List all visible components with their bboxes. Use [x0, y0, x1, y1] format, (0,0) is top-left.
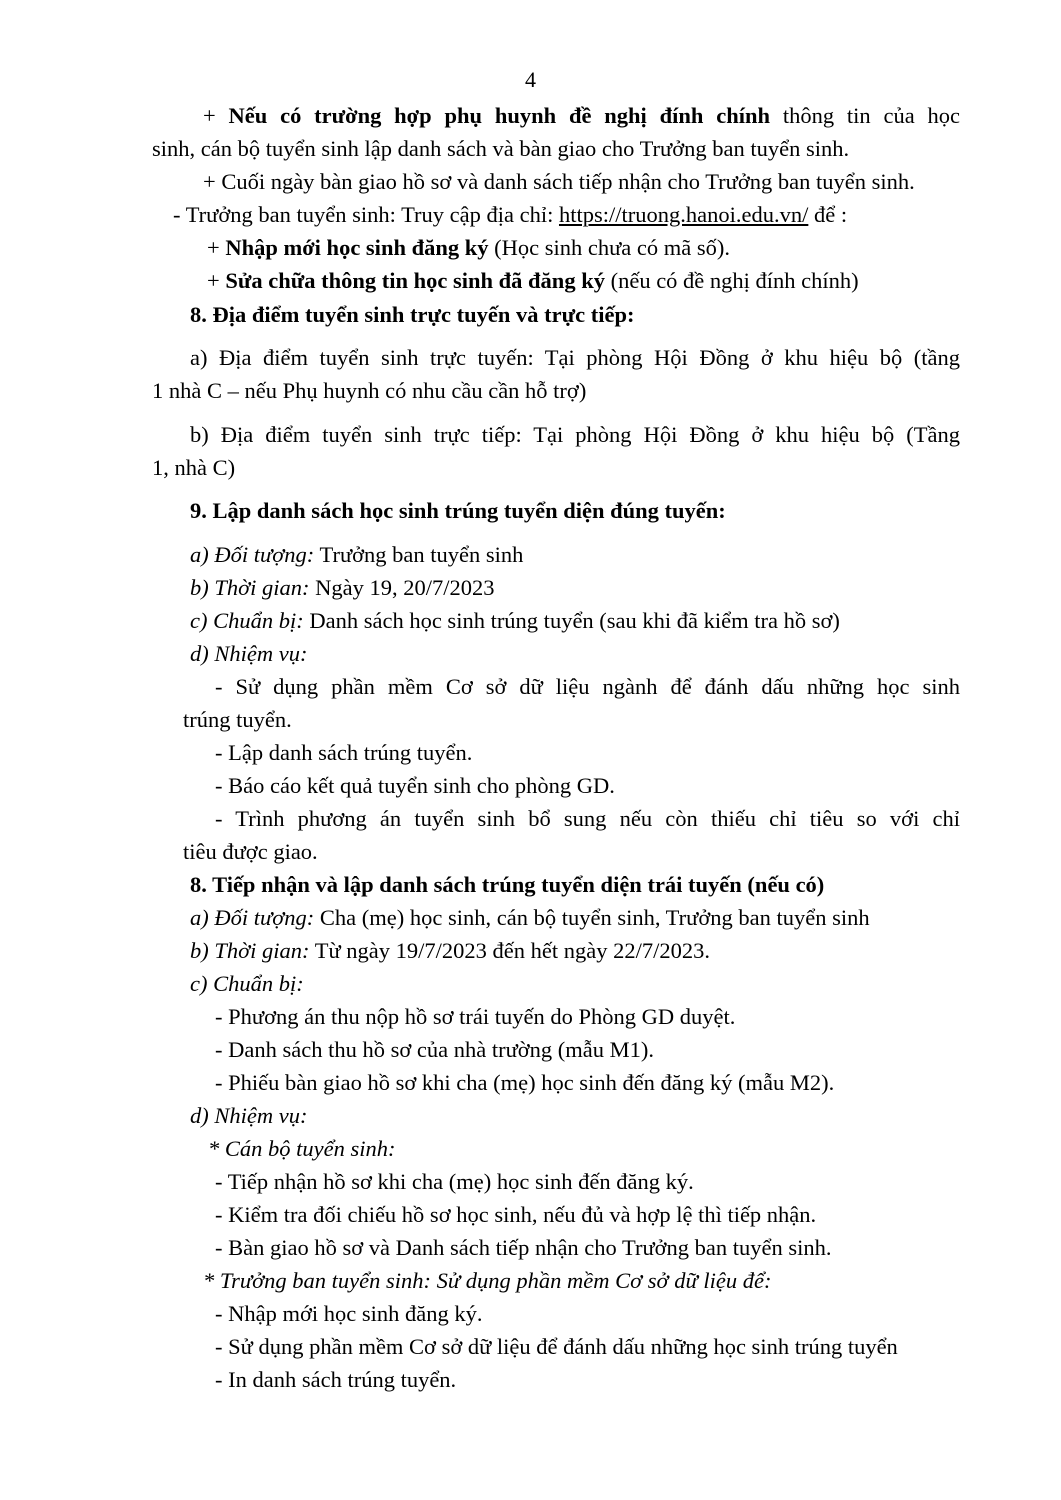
line-text: sinh, cán bộ tuyển sinh lập danh sách và bàn giao cho Trưởng ban tuyển sinh.	[152, 136, 850, 161]
line-text: - Sử dụng phần mềm Cơ sở dữ liệu để đánh dấu những học sinh trúng tuyển	[215, 1334, 898, 1359]
line-text: - Trình phương án tuyển sinh bổ sung nếu còn thiếu chỉ tiêu so với chỉ	[215, 806, 960, 831]
line-text: - Nhập mới học sinh đăng ký.	[215, 1301, 483, 1326]
line-text: Cha (mẹ) học sinh, cán bộ tuyển sinh, Trưởng ban tuyển sinh	[314, 905, 870, 930]
line-text: - Kiểm tra đối chiếu hồ sơ học sinh, nếu đủ và hợp lệ thì tiếp nhận.	[215, 1202, 817, 1227]
bullet-plus: +	[207, 268, 226, 293]
line-text: - Bàn giao hồ sơ và Danh sách tiếp nhận cho Trưởng ban tuyển sinh.	[215, 1235, 832, 1260]
page-number: 4	[525, 67, 536, 92]
line-parent-correction	[203, 101, 960, 131]
italic-label: b) Thời gian:	[190, 938, 310, 963]
bold-phrase: Sửa chữa thông tin học sinh đã đăng ký	[225, 268, 605, 293]
line-text: Trưởng ban tuyển sinh	[314, 542, 524, 567]
line-text: (Học sinh chưa có mã số).	[488, 235, 731, 260]
line-text: - Lập danh sách trúng tuyển.	[215, 740, 473, 765]
sub-heading-head: * Trưởng ban tuyển sinh: Sử dụng phần mềm Cơ sở dữ liệu để:	[203, 1268, 772, 1293]
line-m-c	[190, 969, 304, 999]
line-text: - In danh sách trúng tuyển.	[215, 1367, 457, 1392]
line-text: tiêu được giao.	[183, 839, 318, 864]
line-new-student	[207, 233, 730, 263]
italic-label: c) Chuẩn bị:	[190, 971, 304, 996]
line-text: - Danh sách thu hồ sơ của nhà trường (mẫu M1).	[215, 1037, 655, 1062]
line-9c	[190, 606, 840, 636]
line-m-a	[190, 903, 870, 933]
bold-phrase: Nếu có trường hợp phụ huynh đề nghị đính chính	[228, 103, 770, 128]
line-text: - Phương án thu nộp hồ sơ trái tuyến do Phòng GD duyệt.	[215, 1004, 736, 1029]
line-9a	[190, 540, 523, 570]
sub-heading-officer: * Cán bộ tuyển sinh:	[208, 1136, 396, 1161]
line-text: + Cuối ngày bàn giao hồ sơ và danh sách tiếp nhận cho Trưởng ban tuyển sinh.	[203, 169, 915, 194]
italic-label: c) Chuẩn bị:	[190, 608, 304, 633]
line-edit-student	[207, 266, 859, 296]
line-text: (nếu có đề nghị đính chính)	[604, 268, 859, 293]
section-heading-8-location: 8. Địa điểm tuyển sinh trực tuyến và trực tiếp:	[190, 302, 635, 327]
line-text: a) Địa điểm tuyển sinh trực tuyến: Tại phòng Hội Đồng ở khu hiệu bộ (tầng	[190, 345, 960, 370]
line-text: 1, nhà C)	[152, 455, 236, 480]
line-text: trúng tuyển.	[183, 707, 292, 732]
line-9b	[190, 573, 495, 603]
line-text: b) Địa điểm tuyển sinh trực tiếp: Tại phòng Hội Đồng ở khu hiệu bộ (Tầng	[190, 422, 960, 447]
line-text: 1 nhà C – nếu Phụ huynh có nhu cầu cần hỗ trợ)	[152, 378, 587, 403]
line-text: - Báo cáo kết quả tuyển sinh cho phòng GD.	[215, 773, 615, 798]
line-text: Danh sách học sinh trúng tuyển (sau khi đã kiểm tra hồ sơ)	[303, 608, 840, 633]
line-m-b	[190, 936, 710, 966]
bold-phrase: Nhập mới học sinh đăng ký	[225, 235, 489, 260]
url-link[interactable]: https://truong.hanoi.edu.vn/	[558, 202, 809, 227]
italic-label: b) Thời gian:	[190, 575, 310, 600]
italic-label: d) Nhiệm vụ:	[190, 641, 308, 666]
line-text: - Phiếu bàn giao hồ sơ khi cha (mẹ) học sinh đến đăng ký (mẫu M2).	[215, 1070, 835, 1095]
line-access-url	[173, 200, 847, 230]
line-text: Ngày 19, 20/7/2023	[309, 575, 495, 600]
line-text: - Trưởng ban tuyển sinh: Truy cập địa chỉ:	[173, 202, 559, 227]
line-m-d	[190, 1101, 307, 1131]
section-heading-9: 9. Lập danh sách học sinh trúng tuyển diện đúng tuyến:	[190, 498, 726, 523]
line-text: Từ ngày 19/7/2023 đến hết ngày 22/7/2023.	[309, 938, 711, 963]
italic-label: a) Đối tượng:	[190, 542, 315, 567]
bullet-plus: +	[203, 103, 229, 128]
line-text: thông tin của học	[770, 103, 960, 128]
line-9d	[190, 639, 307, 669]
italic-label: a) Đối tượng:	[190, 905, 315, 930]
italic-label: d) Nhiệm vụ:	[190, 1103, 308, 1128]
section-heading-8-out-of-area: 8. Tiếp nhận và lập danh sách trúng tuyển diện trái tuyến (nếu có)	[190, 872, 825, 897]
line-text: - Sử dụng phần mềm Cơ sở dữ liệu ngành để đánh dấu những học sinh	[215, 674, 960, 699]
bullet-plus: +	[207, 235, 226, 260]
line-text: để :	[808, 202, 848, 227]
line-text: - Tiếp nhận hồ sơ khi cha (mẹ) học sinh đến đăng ký.	[215, 1169, 694, 1194]
